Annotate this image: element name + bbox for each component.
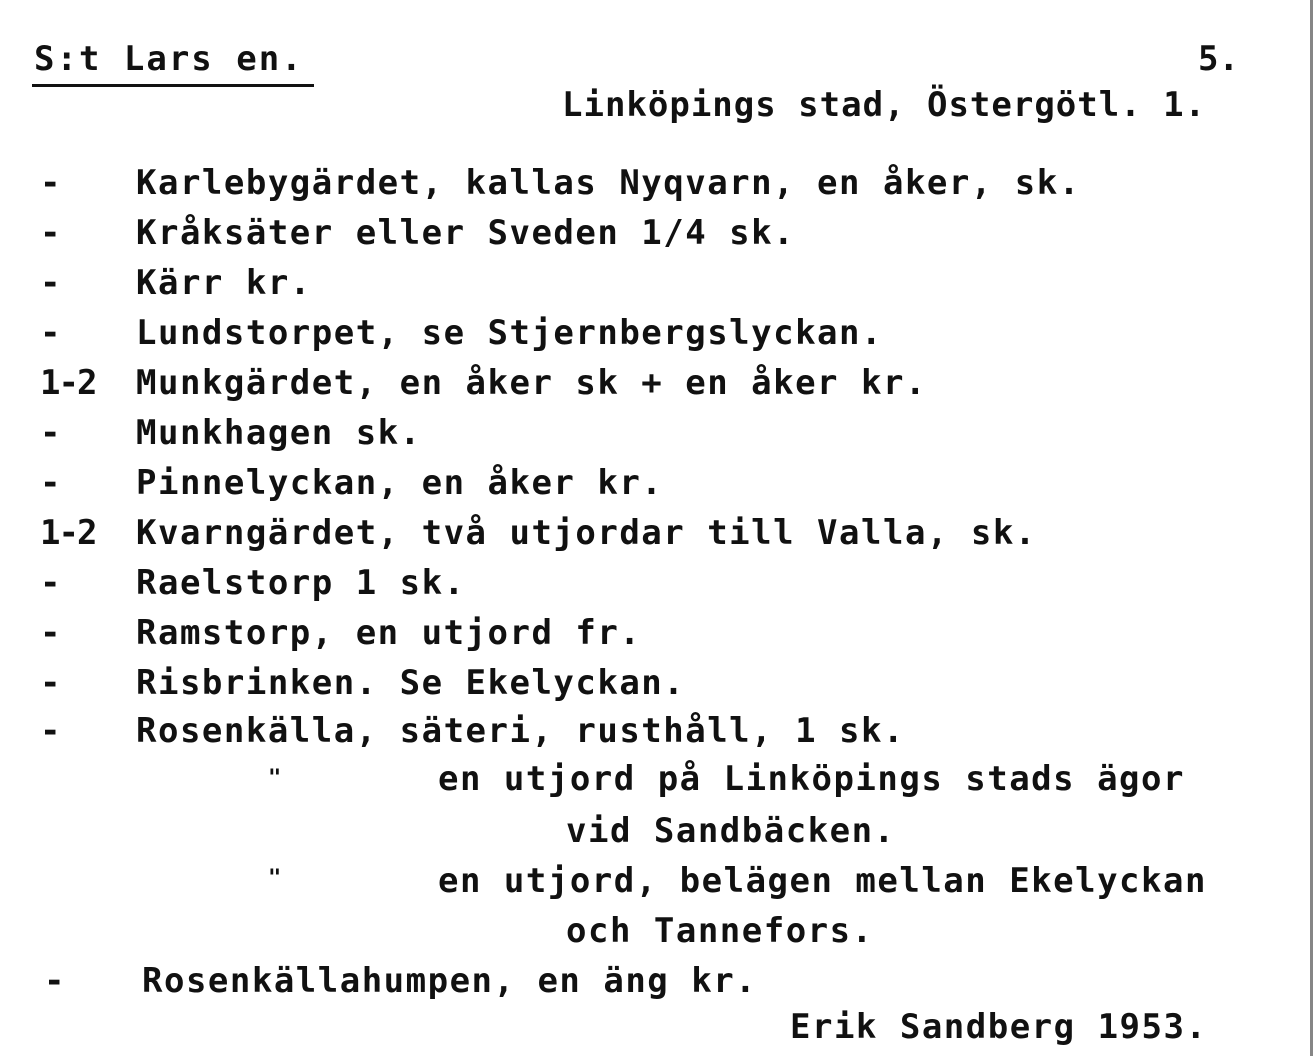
entry-text: Risbrinken. Se Ekelyckan. [136,663,686,703]
list-item [0,413,1315,460]
list-item [0,313,1315,360]
entry-mark: - [44,961,63,1001]
entry-text: Kvarngärdet, två utjordar till Valla, sk. [136,513,1037,553]
entry-mark: - [40,213,59,253]
list-item [0,213,1315,260]
list-item [0,711,1315,758]
entry-text: Kråksäter eller Sveden 1/4 sk. [136,213,796,253]
entry-text: Karlebygärdet, kallas Nyqvarn, en åker, sk. [136,163,1081,203]
sub-entry-continuation: och Tannefors. [566,911,874,951]
entry-text: Rosenkällahumpen, en äng kr. [142,961,758,1001]
entry-text: Kärr kr. [136,263,312,303]
entry-text: Rosenkälla, säteri, rusthåll, 1 sk. [136,711,905,751]
sub-entry-text: en utjord, belägen mellan Ekelyckan [438,861,1207,901]
list-item [0,961,1315,1008]
entry-mark: - [40,413,59,453]
list-item [0,563,1315,610]
entry-mark: - [40,711,59,751]
entry-text: Lundstorpet, se Stjernbergslyckan. [136,313,883,353]
ditto-mark: " [268,866,282,891]
entry-text: Pinnelyckan, en åker kr. [136,463,664,503]
entry-text: Munkhagen sk. [136,413,422,453]
entry-text: Munkgärdet, en åker sk + en åker kr. [136,363,927,403]
location-heading: Linköpings stad, Östergötl. 1. [562,85,1207,125]
page-number: 5. [1198,39,1239,79]
entry-mark: - [40,163,59,203]
entry-mark: - [40,313,59,353]
list-item [0,463,1315,510]
sub-entry-continuation: vid Sandbäcken. [566,811,896,851]
list-item [0,363,1315,410]
list-item [0,263,1315,310]
entry-mark: 1-2 [40,513,96,553]
entry-text: Ramstorp, en utjord fr. [136,613,642,653]
sub-entry-text: en utjord på Linköpings stads ägor [438,759,1185,799]
entry-text: Raelstorp 1 sk. [136,563,466,603]
entry-mark: - [40,613,59,653]
entry-mark: 1-2 [40,363,96,403]
entry-mark: - [40,563,59,603]
list-item [0,613,1315,660]
signature-line: Erik Sandberg 1953. [790,1007,1208,1047]
list-item [0,663,1315,710]
ditto-mark: " [268,766,282,791]
heading-underline [32,84,314,87]
list-item [0,513,1315,560]
entry-mark: - [40,463,59,503]
list-item [0,163,1315,210]
entry-mark: - [40,663,59,703]
entry-mark: - [40,263,59,303]
parish-heading: S:t Lars en. [34,39,304,79]
